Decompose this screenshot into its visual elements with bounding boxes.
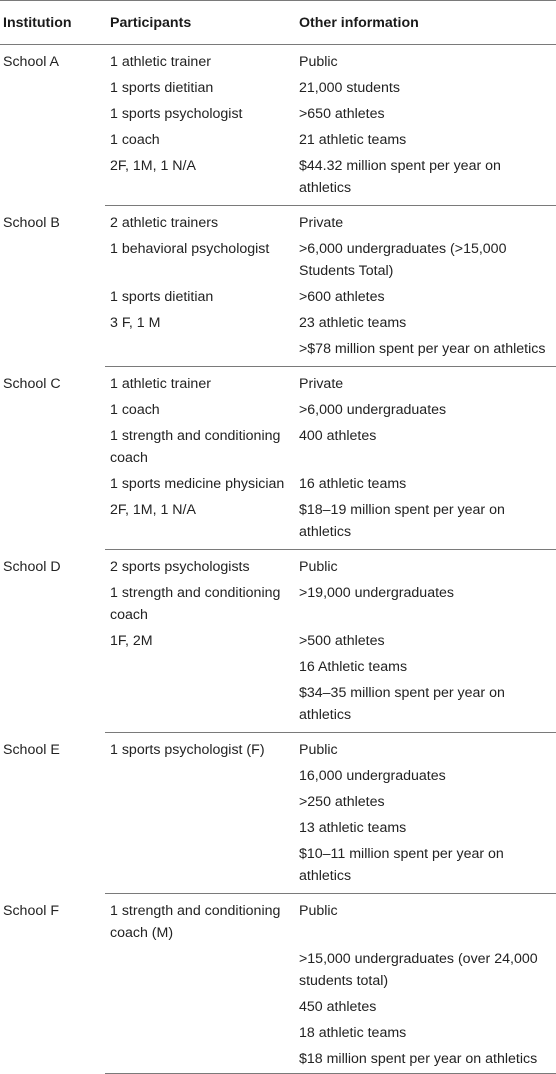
- participants-cell: 2F, 1M, 1 N/A: [105, 498, 294, 550]
- table-row: [0, 367, 556, 399]
- table-row: [0, 206, 556, 238]
- other-information-cell: >6,000 undergraduates (>15,000 Students Total): [299, 241, 507, 279]
- table-row: [0, 894, 556, 948]
- other-information-cell: >6,000 undergraduates: [299, 402, 447, 418]
- participants-cell: 1 athletic trainer: [110, 54, 211, 70]
- other-information-cell: $44.32 million spent per year on athletics: [294, 154, 556, 206]
- participants-cell: 1 athletic trainer: [110, 376, 211, 392]
- participants-cell: [105, 337, 294, 367]
- participants-cell: 1 sports psychologist: [110, 106, 243, 122]
- participants-cell: [105, 842, 294, 894]
- other-information-cell: 400 athletes: [299, 428, 377, 444]
- table-header-row: [0, 1, 556, 45]
- other-information-cell: >650 athletes: [299, 106, 385, 122]
- other-information-cell: >$78 million spent per year on athletics: [294, 337, 556, 367]
- participants-cell: [105, 681, 294, 733]
- other-information-cell: $18 million spent per year on athletics: [294, 1047, 556, 1074]
- other-information-cell: Public: [299, 742, 338, 758]
- participants-cell: 1 sports dietitian: [110, 80, 214, 96]
- other-information-cell: 16,000 undergraduates: [299, 768, 446, 784]
- participants-cell: 1 sports medicine physician: [110, 476, 285, 492]
- table-body: [0, 45, 556, 1074]
- participants-cell: [105, 947, 294, 995]
- other-information-cell: >15,000 undergraduates (over 24,000 students total): [299, 951, 538, 989]
- participants-cell: 1 strength and conditioning coach (M): [110, 903, 281, 941]
- other-information-cell: 21 athletic teams: [299, 132, 407, 148]
- participants-cell: [105, 655, 294, 681]
- other-information-cell: >250 athletes: [299, 794, 385, 810]
- header-participants: Participants: [105, 1, 294, 45]
- other-information-cell: Private: [299, 215, 344, 231]
- participants-cell: 1 sports dietitian: [110, 289, 214, 305]
- other-information-cell: >600 athletes: [299, 289, 385, 305]
- institution-cell: School A: [3, 54, 60, 70]
- institution-cell: School B: [3, 214, 60, 231]
- header-institution: Institution: [0, 1, 105, 45]
- institution-cell: School E: [3, 741, 60, 758]
- other-information-cell: $10–11 million spent per year on athletics: [294, 842, 556, 894]
- other-information-cell: Public: [299, 559, 338, 575]
- other-information-cell: Public: [299, 903, 338, 919]
- other-information-cell: >500 athletes: [299, 633, 385, 649]
- institution-cell: School C: [3, 375, 61, 392]
- participants-cell: [105, 816, 294, 842]
- participants-cell: [105, 1047, 294, 1074]
- participants-cell: [105, 1021, 294, 1047]
- participants-cell: 2 athletic trainers: [110, 215, 219, 231]
- participants-cell: [105, 790, 294, 816]
- participants-cell: 1 strength and conditioning coach: [110, 428, 281, 466]
- other-information-cell: Private: [299, 376, 344, 392]
- institution-cell: School F: [3, 902, 59, 919]
- other-information-cell: >19,000 undergraduates: [299, 585, 455, 601]
- other-information-cell: 21,000 students: [299, 80, 400, 96]
- other-information-cell: 450 athletes: [299, 999, 377, 1015]
- participants-cell: 2F, 1M, 1 N/A: [105, 154, 294, 206]
- other-information-cell: Public: [299, 54, 338, 70]
- table-row: [0, 733, 556, 765]
- participants-cell: 2 sports psychologists: [110, 559, 250, 575]
- other-information-cell: 13 athletic teams: [299, 820, 407, 836]
- participants-cell: [105, 764, 294, 790]
- participants-cell: [105, 995, 294, 1021]
- other-information-cell: 16 Athletic teams: [299, 659, 408, 675]
- table-row: [0, 45, 556, 77]
- participants-cell: 1 coach: [110, 132, 160, 148]
- header-other-information: Other information: [294, 1, 556, 45]
- participants-cell: 3 F, 1 M: [110, 315, 161, 331]
- table-row: [0, 550, 556, 582]
- other-information-cell: 18 athletic teams: [299, 1025, 407, 1041]
- other-information-cell: $34–35 million spent per year on athletics: [294, 681, 556, 733]
- institution-cell: School D: [3, 558, 61, 575]
- other-information-cell: 23 athletic teams: [299, 315, 407, 331]
- participants-cell: 1F, 2M: [110, 633, 153, 649]
- participants-cell: 1 coach: [110, 402, 160, 418]
- participants-cell: 1 strength and conditioning coach: [110, 585, 281, 623]
- other-information-cell: $18–19 million spent per year on athletics: [294, 498, 556, 550]
- participants-cell: 1 sports psychologist (F): [110, 742, 265, 758]
- other-information-cell: 16 athletic teams: [299, 476, 407, 492]
- participants-cell: 1 behavioral psychologist: [110, 241, 270, 257]
